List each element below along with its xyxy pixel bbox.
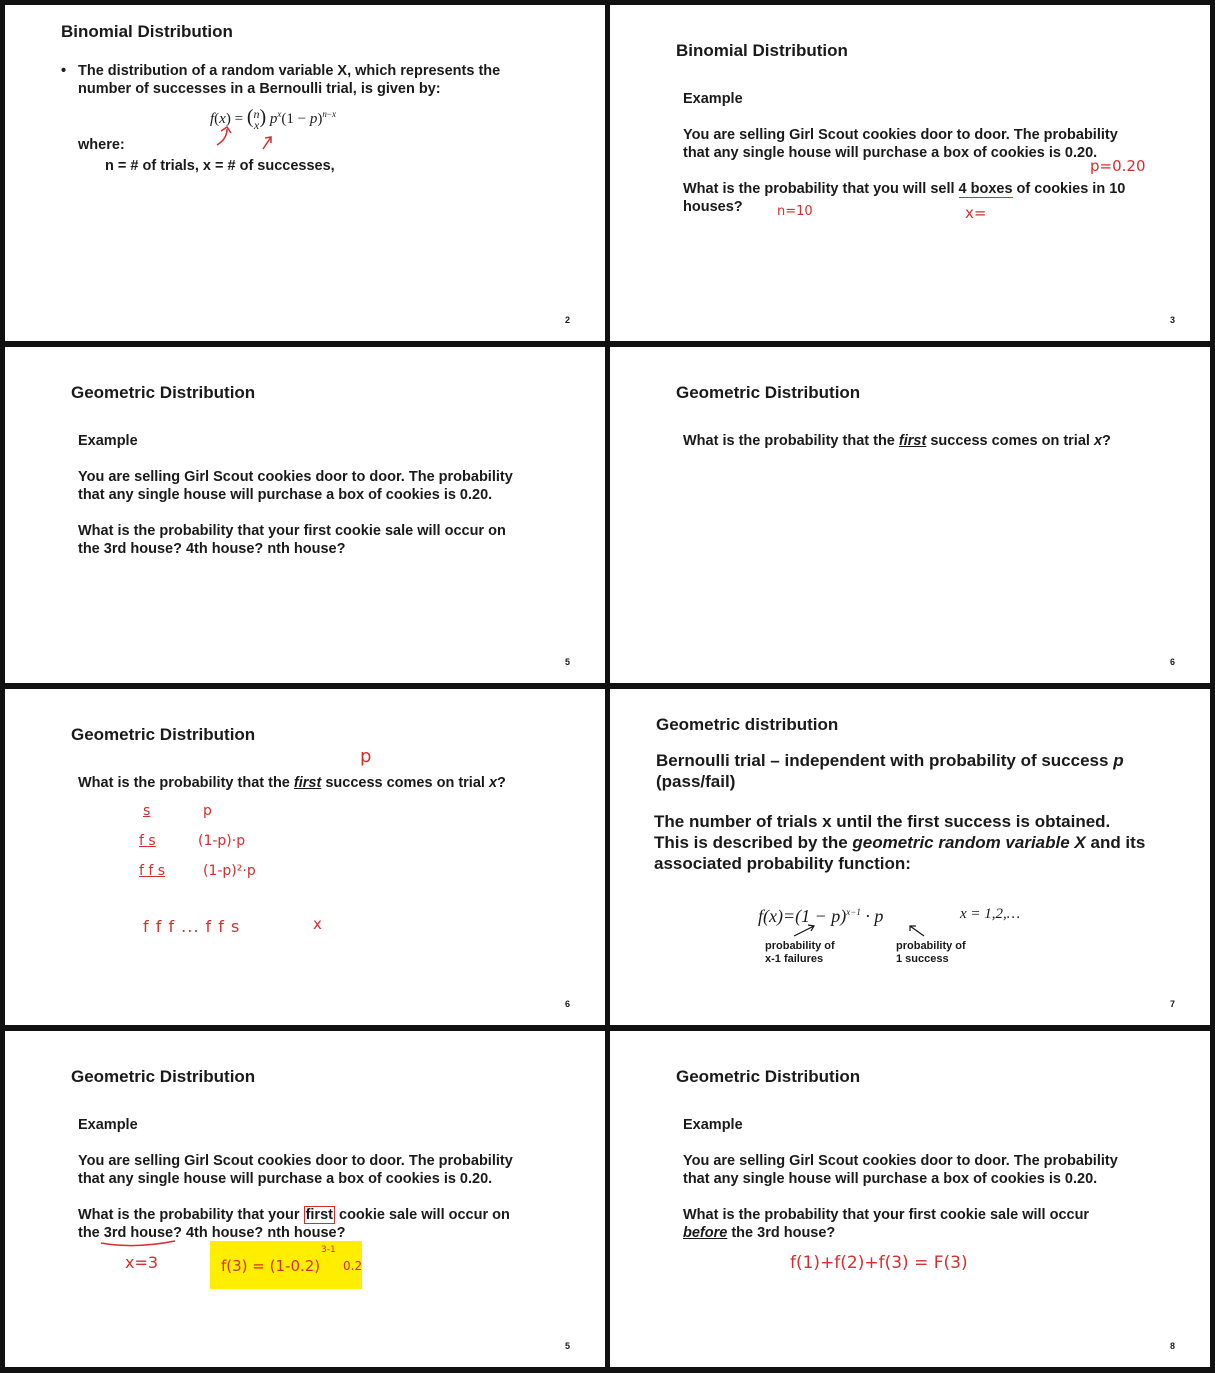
- paragraph-2-line-1: What is the probability that your first cookie sale will occur on: [78, 523, 506, 539]
- slide-geometric-worked-example: [5, 1031, 605, 1367]
- slide-title: Geometric Distribution: [71, 1067, 256, 1086]
- paragraph-1-line-1: You are selling Girl Scout cookies door to door. The probability: [78, 1153, 513, 1169]
- line-4: This is described by the geometric random variable X and its: [654, 833, 1146, 852]
- page-number: 6: [1170, 657, 1176, 667]
- paragraph-1-line-1: You are selling Girl Scout cookies door to door. The probability: [683, 127, 1118, 143]
- page-number: 6: [565, 999, 571, 1009]
- bullet-line-1: The distribution of a random variable X, which represents the: [78, 63, 501, 79]
- page-number: 2: [565, 315, 571, 325]
- binomial-formula: f(x) = (n x) $p^x(1 - p)^{n-x}$: [210, 106, 336, 132]
- handwritten-row-4-a: f f f ... f f s: [143, 917, 241, 936]
- slide-title: Geometric Distribution: [71, 725, 256, 744]
- example-label: Example: [683, 1117, 743, 1133]
- handwritten-sum: f(1)+f(2)+f(3) = F(3): [790, 1253, 968, 1273]
- slide-title: Geometric Distribution: [71, 383, 256, 402]
- page-number: 7: [1170, 999, 1176, 1009]
- bullet-dot: •: [61, 63, 67, 79]
- handwritten-x: x=: [965, 204, 987, 222]
- paragraph-2-line-1: What is the probability that you will sell 4 boxes of cookies in 10: [683, 181, 1126, 197]
- slide-title: Geometric Distribution: [676, 383, 861, 402]
- label-success: probability of 1 success: [896, 940, 966, 965]
- handwritten-row-2-a: f s: [139, 833, 156, 849]
- slide-binomial-definition: [5, 5, 605, 341]
- page-number: 5: [565, 1341, 571, 1351]
- question-line: What is the probability that the first success comes on trial x?: [78, 775, 506, 791]
- slide-geometric-example: [5, 347, 605, 683]
- handwritten-row-1-a: s: [143, 803, 151, 819]
- handwritten-row-2-b: (1-p)·p: [198, 833, 246, 849]
- paragraph-2-line-1: What is the probability that your first cookie sale will occur: [683, 1207, 1090, 1223]
- paragraph-2-line-2: before the 3rd house?: [683, 1225, 836, 1241]
- slide-title: Binomial Distribution: [61, 22, 233, 41]
- page-number: 8: [1170, 1341, 1176, 1351]
- handwritten-formula: f(3) = (1-0.2): [221, 1257, 321, 1275]
- geometric-formula: $f(x)=(1 - p)^{x-1} \cdot p$: [758, 906, 884, 926]
- line-5: associated probability function:: [654, 854, 911, 873]
- slide-title: Geometric distribution: [656, 715, 839, 734]
- slide-binomial-example: [610, 5, 1210, 341]
- handwritten-p-top: p: [360, 746, 372, 767]
- handwritten-row-3-a: f f s: [139, 863, 166, 879]
- paragraph-1-line-1: You are selling Girl Scout cookies door to door. The probability: [78, 469, 513, 485]
- example-label: Example: [78, 433, 138, 449]
- label-failures: probability of x-1 failures: [765, 940, 835, 965]
- line-3: The number of trials x until the first success is obtained.: [654, 812, 1111, 831]
- paragraph-1-line-2: that any single house will purchase a box of cookies is 0.20.: [78, 1171, 493, 1187]
- paragraph-1-line-2: that any single house will purchase a box of cookies is 0.20.: [78, 487, 493, 503]
- domain-label: x = 1,2,…: [960, 906, 1021, 922]
- page-number: 5: [565, 657, 571, 667]
- definitions: n = # of trials, x = # of successes,: [105, 158, 335, 174]
- bullet-line-2: number of successes in a Bernoulli trial, is given by:: [78, 81, 441, 97]
- handwritten-p: p=0.20: [1090, 157, 1146, 175]
- example-label: Example: [78, 1117, 138, 1133]
- handwritten-n: n=10: [777, 204, 813, 219]
- slide-geometric-before-example: [610, 1031, 1210, 1367]
- handwritten-x: x=3: [125, 1253, 159, 1272]
- handwritten-tail: 0.2: [343, 1259, 363, 1273]
- handwritten-row-4-b: x: [313, 915, 322, 933]
- handwritten-exponent: 3-1: [321, 1245, 336, 1255]
- paragraph-2-line-2: houses?: [683, 199, 743, 215]
- handwritten-row-1-b: p: [203, 803, 212, 819]
- handwritten-row-3-b: (1-p)²·p: [203, 863, 256, 879]
- question-line: What is the probability that the first success comes on trial x?: [683, 433, 1111, 449]
- line-1: Bernoulli trial – independent with probability of success p: [656, 751, 1124, 770]
- paragraph-2-line-2: the 3rd house? 4th house? nth house?: [78, 1225, 346, 1241]
- paragraph-1-line-2: that any single house will purchase a box of cookies is 0.20.: [683, 145, 1098, 161]
- slide-geometric-derivation: [5, 689, 605, 1025]
- paragraph-2-line-2: the 3rd house? 4th house? nth house?: [78, 541, 346, 557]
- paragraph-1-line-2: that any single house will purchase a box of cookies is 0.20.: [683, 1171, 1098, 1187]
- paragraph-2-line-1: What is the probability that your first cookie sale will occur on: [78, 1207, 510, 1223]
- page-number: 3: [1170, 315, 1176, 325]
- example-label: Example: [683, 91, 743, 107]
- line-2: (pass/fail): [656, 772, 736, 791]
- slide-geometric-definition: [610, 689, 1210, 1025]
- where-label: where:: [78, 137, 125, 153]
- slide-title: Binomial Distribution: [676, 41, 848, 60]
- paragraph-1-line-1: You are selling Girl Scout cookies door to door. The probability: [683, 1153, 1118, 1169]
- slide-geometric-question: [610, 347, 1210, 683]
- slide-title: Geometric Distribution: [676, 1067, 861, 1086]
